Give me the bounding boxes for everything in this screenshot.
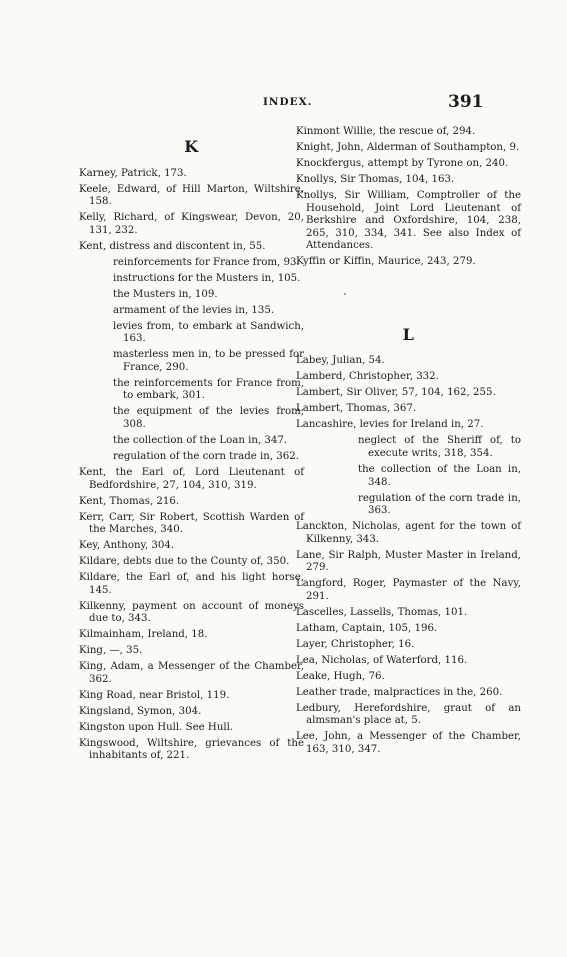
index-subentry: neglect of the Sheriff of, to execute writs, 318, 354. (358, 435, 521, 459)
index-entry: Lanckton, Nicholas, agent for the town of Kilkenny, 343. (296, 521, 521, 545)
index-entry: Kilkenny, payment on account of moneys due to, 343. (79, 600, 304, 625)
index-entry: Labey, Julian, 54. (296, 355, 385, 367)
index-entry: Layer, Christopher, 16. (296, 638, 415, 650)
index-entry-list-l (296, 355, 521, 756)
index-subentry: regulation of the corn trade in, 363. (358, 492, 521, 517)
index-entry: Kildare, the Earl of, and his light horse, 145. (79, 572, 304, 596)
index-entry-list (79, 168, 304, 763)
index-entry: Kent, the Earl of, Lord Lieutenant of Bedfordshire, 27, 104, 310, 319. (79, 466, 304, 491)
index-entry: Lancashire, levies for Ireland in, 27. (296, 419, 484, 431)
index-entry: Lee, John, a Messenger of the Chamber, 163, 310, 347. (296, 731, 521, 755)
page-number: 391 (448, 92, 484, 112)
index-entry: Lambert, Sir Oliver, 57, 104, 162, 255. (296, 387, 496, 399)
index-entry: Langford, Roger, Paymaster of the Navy, 291. (296, 578, 521, 602)
index-subentry: levies from, to embark at Sandwich, 163. (113, 320, 304, 345)
index-entry: Knockfergus, attempt by Tyrone on, 240. (296, 157, 509, 169)
index-entry: Lea, Nicholas, of Waterford, 116. (296, 654, 468, 666)
index-entry: Key, Anthony, 304. (79, 540, 175, 552)
index-subentry: the equipment of the levies from, 308. (113, 406, 304, 430)
index-entry: Kingswood, Wiltshire, grievances of the inhabitants of, 221. (79, 737, 304, 762)
index-subentry: reinforcements for France from, 93. (113, 256, 300, 268)
index-entry: Karney, Patrick, 173. (79, 167, 187, 179)
index-subentry: the collection of the Loan in, 348. (358, 463, 521, 488)
index-entry: King Road, near Bristol, 119. (79, 689, 230, 701)
index-subentry: masterless men in, to be pressed for France, 290. (113, 349, 304, 373)
index-entry: Kinmont Willie, the rescue of, 294. (296, 126, 476, 137)
index-entry: Leather trade, malpractices in the, 260. (296, 686, 503, 698)
index-entry: Lascelles, Lassells, Thomas, 101. (296, 606, 468, 618)
index-subentry: armament of the levies in, 135. (113, 304, 275, 316)
index-entry: Lamberd, Christopher, 332. (296, 371, 439, 383)
index-subentry: regulation of the corn trade in, 362. (113, 450, 299, 462)
index-entry: Lambert, Thomas, 367. (296, 403, 417, 415)
index-entry: Kingsland, Symon, 304. (79, 705, 202, 717)
index-subentry: the collection of the Loan in, 347. (113, 434, 288, 446)
stray-mark (344, 293, 346, 295)
index-entry: Knollys, Sir Thomas, 104, 163. (296, 173, 455, 185)
index-entry: Kildare, debts due to the County of, 350. (79, 556, 290, 568)
page-header (0, 92, 567, 116)
index-entry: King, —, 35. (79, 645, 143, 657)
index-subentry: the Musters in, 109. (113, 288, 218, 300)
index-entry: Lane, Sir Ralph, Muster Master in Ireland, 279. (296, 549, 521, 574)
index-entry: Kent, Thomas, 216. (79, 495, 180, 507)
index-entry: Kyffin or Kiffin, Maurice, 243, 279. (296, 256, 476, 268)
index-subentry: instructions for the Musters in, 105. (113, 272, 301, 284)
index-entry: Kelly, Richard, of Kingswear, Devon, 20, 131, 232. (79, 212, 304, 236)
index-entry: Ledbury, Herefordshire, graut of an almsman's place at, 5. (296, 702, 521, 727)
index-entry-list-k (296, 126, 521, 269)
index-entry: Leake, Hugh, 76. (296, 670, 385, 682)
section-letter-l: L (402, 324, 415, 344)
index-entry: Knollys, Sir William, Comptroller of the Household, Joint Lord Lieutenant of Berkshire and Oxfordshire, 104, 238, 265, 310, 334, 341. See also Index of Attendances. (296, 189, 521, 252)
index-entry: Kingston upon Hull. See Hull. (79, 721, 234, 733)
index-entry: Kerr, Carr, Sir Robert, Scottish Warden of the Marches, 340. (79, 511, 304, 536)
right-column (296, 126, 521, 760)
index-entry: Latham, Captain, 105, 196. (296, 622, 438, 634)
index-subentry: the reinforcements for France from, to embark, 301. (113, 377, 304, 402)
index-entry: Kilmainham, Ireland, 18. (79, 629, 208, 641)
index-entry: Kent, distress and discontent in, 55. (79, 240, 266, 252)
index-entry: Knight, John, Alderman of Southampton, 9. (296, 141, 520, 153)
left-column (79, 126, 304, 766)
index-entry: Keele, Edward, of Hill Marton, Wiltshire, 158. (79, 183, 304, 208)
index-entry: King, Adam, a Messenger of the Chamber, 362. (79, 661, 304, 685)
running-title: INDEX. (263, 96, 313, 108)
section-letter-k: K (184, 137, 199, 156)
